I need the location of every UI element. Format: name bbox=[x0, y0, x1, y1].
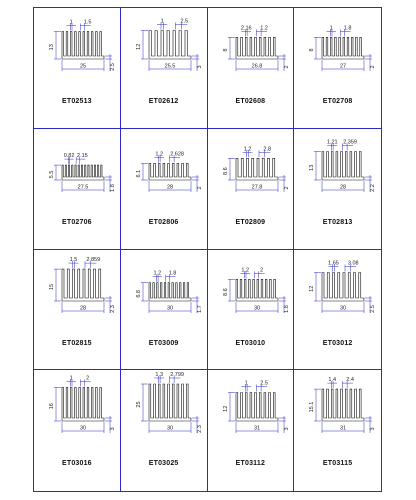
fin-gap-value: 2.16 bbox=[240, 25, 252, 32]
fin-thickness-value: 2 bbox=[259, 266, 263, 273]
height-value: 12 bbox=[222, 405, 229, 413]
base-length-value: 28 bbox=[340, 184, 347, 191]
base-length-value: 28 bbox=[166, 184, 173, 191]
height-value: 5.5 bbox=[49, 170, 55, 179]
fin-thickness-value: 1.8 bbox=[344, 25, 352, 32]
model-code-label: ET02815 bbox=[61, 339, 92, 347]
base-thickness-value: 2 bbox=[283, 65, 290, 69]
fin-thickness-value: 1.5 bbox=[83, 19, 92, 26]
base-length-value: 28 bbox=[79, 305, 87, 311]
height-value: 8.6 bbox=[222, 287, 229, 296]
model-code-label: ET03016 bbox=[61, 460, 92, 468]
base-length-value: 30 bbox=[340, 305, 347, 311]
fin-gap-value: 1 bbox=[69, 19, 73, 26]
model-code-label: ET02612 bbox=[148, 98, 179, 105]
profile-cell bbox=[208, 129, 295, 250]
fin-thickness-value: 3.08 bbox=[348, 260, 359, 266]
fin-gap-value: 1 bbox=[160, 18, 164, 25]
profile-cell bbox=[34, 370, 121, 491]
height-value: 13 bbox=[49, 44, 55, 51]
profile-cell bbox=[294, 250, 381, 371]
model-code-label: ET03115 bbox=[322, 460, 353, 468]
profile-cell bbox=[208, 250, 295, 371]
base-thickness-value: 2.3 bbox=[110, 304, 116, 313]
profile-drawing bbox=[123, 12, 205, 86]
heatsink-profile-outline bbox=[322, 272, 364, 301]
profile-drawing bbox=[296, 133, 378, 207]
base-length-value: 27 bbox=[340, 63, 347, 70]
fin-thickness-value: 2.15 bbox=[77, 152, 88, 159]
base-thickness-value: 3 bbox=[110, 427, 116, 431]
model-code-label: ET02809 bbox=[235, 218, 266, 226]
heatsink-profile-outline bbox=[322, 37, 364, 59]
heatsink-profile-outline bbox=[322, 389, 364, 421]
fin-thickness-value: 2.628 bbox=[169, 151, 184, 158]
fin-gap-value: 1.5 bbox=[69, 256, 78, 263]
profile-drawing bbox=[296, 374, 378, 448]
profile-drawing bbox=[210, 133, 292, 207]
profile-cell bbox=[121, 250, 208, 371]
base-length-value: 27.5 bbox=[77, 184, 89, 191]
profile-cell bbox=[208, 8, 295, 129]
profile-cell bbox=[294, 8, 381, 129]
heatsink-profile-outline bbox=[322, 151, 364, 180]
base-length-value: 27.8 bbox=[251, 184, 262, 191]
fin-gap-value: 1.2 bbox=[153, 270, 161, 277]
model-code-label: ET03012 bbox=[322, 339, 353, 347]
base-length-value: 25 bbox=[79, 63, 87, 70]
fin-gap-value: 1 bbox=[69, 375, 73, 382]
base-thickness-value: 3 bbox=[370, 427, 377, 431]
base-thickness-value: 1.7 bbox=[196, 304, 203, 313]
fin-thickness-value: 2.359 bbox=[343, 139, 358, 146]
fin-gap-value: 1.3 bbox=[155, 372, 163, 379]
fin-gap-value: 1.2 bbox=[155, 151, 163, 158]
base-thickness-value: 2.2 bbox=[370, 183, 377, 192]
base-length-value: 31 bbox=[340, 425, 347, 432]
base-length-value: 30 bbox=[253, 305, 260, 311]
heatsink-profile-outline bbox=[236, 158, 278, 180]
fin-thickness-value: 2.5 bbox=[259, 380, 268, 387]
model-code-label: ET03112 bbox=[235, 460, 266, 468]
base-length-value: 30 bbox=[79, 425, 87, 432]
heatsink-profile-outline bbox=[62, 165, 104, 180]
base-thickness-value: 2.3 bbox=[196, 425, 203, 434]
height-value: 6.8 bbox=[135, 289, 142, 298]
base-thickness-value: 1.8 bbox=[110, 183, 116, 192]
height-value: 12 bbox=[135, 43, 142, 50]
profile-drawing bbox=[210, 254, 292, 328]
height-value: 13 bbox=[309, 164, 316, 171]
profile-drawing bbox=[296, 12, 378, 86]
fin-thickness-value: 2 bbox=[86, 375, 90, 382]
profile-drawing bbox=[36, 254, 118, 328]
height-value: 25 bbox=[135, 401, 142, 408]
fin-thickness-value: 2.4 bbox=[346, 377, 355, 384]
heatsink-profile-outline bbox=[62, 269, 104, 301]
base-thickness-value: 3 bbox=[283, 427, 290, 431]
model-code-label: ET02608 bbox=[235, 98, 266, 105]
base-thickness-value: 2 bbox=[196, 186, 203, 190]
heatsink-catalog-sheet bbox=[33, 7, 382, 492]
base-thickness-value: 2 bbox=[283, 186, 290, 190]
height-value: 6.1 bbox=[135, 169, 142, 178]
base-length-value: 31 bbox=[253, 425, 260, 432]
heatsink-profile-outline bbox=[149, 384, 191, 421]
height-value: 8 bbox=[309, 48, 316, 52]
heatsink-profile-outline bbox=[149, 31, 191, 60]
heatsink-profile-outline bbox=[149, 282, 191, 300]
fin-gap-value: 1.2 bbox=[243, 146, 251, 153]
fin-gap-value: 1.65 bbox=[328, 260, 340, 266]
profile-drawing bbox=[296, 254, 378, 328]
base-length-value: 25.5 bbox=[164, 63, 176, 70]
profile-drawing bbox=[123, 133, 205, 207]
fin-thickness-value: 2.859 bbox=[86, 256, 101, 263]
fin-thickness-value: 1.8 bbox=[168, 270, 177, 277]
profile-cell bbox=[121, 370, 208, 491]
model-code-label: ET03009 bbox=[148, 339, 179, 347]
profile-cell bbox=[294, 129, 381, 250]
profile-cell bbox=[121, 129, 208, 250]
base-thickness-value: 2.5 bbox=[370, 304, 377, 313]
fin-gap-value: 1 bbox=[244, 380, 248, 387]
heatsink-profile-outline bbox=[62, 388, 104, 422]
fin-gap-value: 1.4 bbox=[328, 377, 337, 384]
fin-gap-value: 1 bbox=[329, 25, 333, 32]
base-thickness-value: 2 bbox=[370, 65, 377, 69]
profile-cell bbox=[34, 8, 121, 129]
profile-drawing bbox=[123, 254, 205, 328]
heatsink-profile-outline bbox=[236, 37, 278, 59]
fin-thickness-value: 2.5 bbox=[180, 18, 188, 25]
profile-cell bbox=[34, 250, 121, 371]
profile-drawing bbox=[210, 374, 292, 448]
profile-cell bbox=[34, 129, 121, 250]
profile-drawing bbox=[123, 374, 205, 448]
base-length-value: 30 bbox=[166, 305, 173, 311]
height-value: 15 bbox=[49, 283, 55, 290]
fin-gap-value: 0.82 bbox=[63, 152, 75, 159]
profile-drawing bbox=[36, 133, 118, 207]
model-code-label: ET02706 bbox=[61, 218, 92, 226]
height-value: 16 bbox=[49, 403, 55, 410]
heatsink-profile-outline bbox=[149, 163, 191, 180]
fin-thickness-value: 2.8 bbox=[262, 146, 271, 153]
fin-gap-value: 1.2 bbox=[240, 266, 249, 273]
model-code-label: ET03025 bbox=[148, 460, 179, 468]
model-code-label: ET02513 bbox=[61, 98, 92, 105]
fin-thickness-value: 2.799 bbox=[169, 372, 184, 379]
profile-cell bbox=[208, 370, 295, 491]
height-value: 12 bbox=[309, 285, 316, 292]
base-thickness-value: 2.5 bbox=[110, 63, 116, 71]
profile-cell bbox=[121, 8, 208, 129]
base-length-value: 30 bbox=[166, 425, 173, 432]
heatsink-profile-outline bbox=[236, 393, 278, 422]
heatsink-profile-outline bbox=[62, 32, 104, 59]
profile-drawing bbox=[210, 12, 292, 86]
base-thickness-value: 1.8 bbox=[283, 304, 290, 313]
profile-drawing bbox=[36, 12, 118, 86]
model-code-label: ET03010 bbox=[235, 339, 266, 347]
base-thickness-value: 3 bbox=[196, 65, 203, 69]
profile-cell bbox=[294, 370, 381, 491]
height-value: 8 bbox=[222, 48, 229, 52]
fin-gap-value: 1.21 bbox=[327, 139, 338, 146]
heatsink-profile-outline bbox=[236, 279, 278, 301]
model-code-label: ET02708 bbox=[322, 98, 353, 105]
height-value: 15.1 bbox=[309, 401, 316, 413]
profile-drawing bbox=[36, 374, 118, 448]
profile-grid bbox=[34, 8, 381, 491]
model-code-label: ET02813 bbox=[322, 218, 353, 226]
base-length-value: 26.8 bbox=[251, 63, 262, 70]
model-code-label: ET02806 bbox=[148, 218, 179, 226]
height-value: 8.6 bbox=[222, 167, 229, 175]
fin-thickness-value: 1.2 bbox=[259, 25, 268, 32]
